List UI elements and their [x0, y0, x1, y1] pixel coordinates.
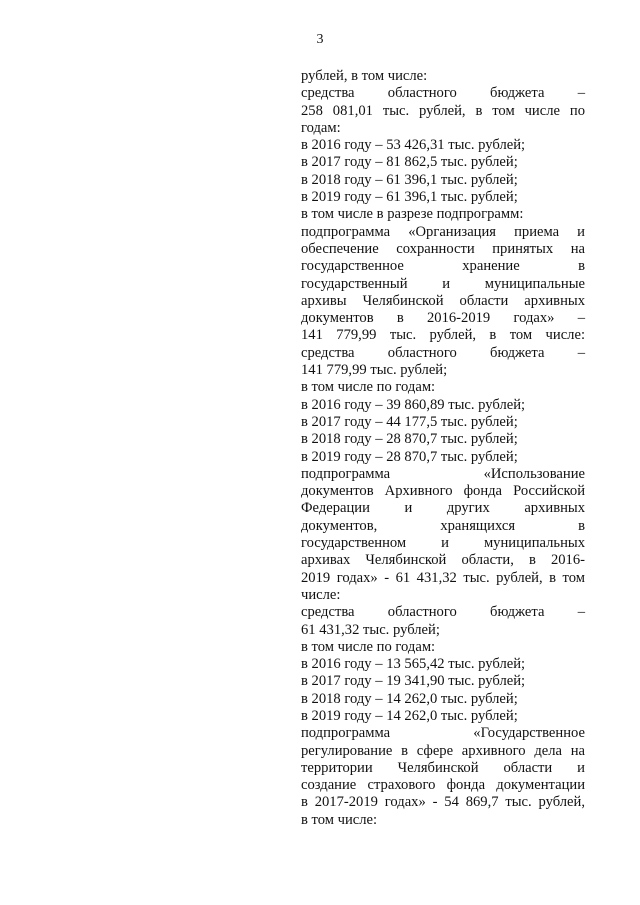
text-line: создание страхового фонда документации: [301, 777, 585, 794]
text-line: в 2019 году – 14 262,0 тыс. рублей;: [301, 707, 518, 724]
text-line: подпрограмма «Государственное: [301, 725, 585, 742]
text-line: в 2018 году – 61 396,1 тыс. рублей;: [301, 171, 518, 188]
text-line: документов в 2016-2019 годах» –: [301, 310, 585, 327]
text-line: средства областного бюджета –: [301, 85, 585, 102]
text-line: регулирование в сфере архивного дела на: [301, 742, 585, 759]
text-line: числе:: [301, 586, 341, 603]
text-line: в 2018 году – 14 262,0 тыс. рублей;: [301, 690, 518, 707]
text-line: годам:: [301, 119, 341, 136]
text-line: в 2017-2019 годах» - 54 869,7 тыс. рублей,: [301, 794, 585, 811]
text-line: государственное хранение в: [301, 258, 585, 275]
text-line: в том числе по годам:: [301, 638, 436, 655]
text-line: в 2016 году – 39 860,89 тыс. рублей;: [301, 396, 526, 413]
document-text: [301, 68, 585, 829]
text-line: в 2019 году – 61 396,1 тыс. рублей;: [301, 189, 518, 206]
text-line: подпрограмма «Использование: [301, 465, 585, 482]
text-line: обеспечение сохранности принятых на: [301, 240, 585, 257]
text-line: в 2016 году – 53 426,31 тыс. рублей;: [301, 137, 526, 154]
text-line: в 2018 году – 28 870,7 тыс. рублей;: [301, 431, 518, 448]
text-line: Федерации и других архивных: [301, 500, 585, 517]
text-line: в 2017 году – 81 862,5 тыс. рублей;: [301, 154, 518, 171]
text-line: в том числе:: [301, 811, 378, 828]
page-number: 3: [316, 32, 324, 47]
text-line: документов Архивного фонда Российской: [301, 483, 585, 500]
text-line: в том числе в разрезе подпрограмм:: [301, 206, 524, 223]
text-line: 2019 годах» - 61 431,32 тыс. рублей, в том: [301, 569, 585, 586]
text-line: средства областного бюджета –: [301, 604, 585, 621]
text-line: государственный и муниципальные: [301, 275, 585, 292]
text-line: в 2017 году – 19 341,90 тыс. рублей;: [301, 673, 526, 690]
text-line: в 2017 году – 44 177,5 тыс. рублей;: [301, 413, 518, 430]
text-line: подпрограмма «Организация приема и: [301, 223, 585, 240]
text-line: 141 779,99 тыс. рублей, в том числе:: [301, 327, 585, 344]
text-line: рублей, в том числе:: [301, 68, 428, 84]
text-line: в 2019 году – 28 870,7 тыс. рублей;: [301, 448, 518, 465]
text-line: средства областного бюджета –: [301, 344, 585, 361]
text-line: в том числе по годам:: [301, 379, 436, 396]
text-line: 258 081,01 тыс. рублей, в том числе по: [301, 102, 585, 119]
text-line: в 2016 году – 13 565,42 тыс. рублей;: [301, 656, 526, 673]
text-line: архивы Челябинской области архивных: [301, 292, 585, 309]
text-line: государственном и муниципальных: [301, 535, 585, 552]
text-line: 61 431,32 тыс. рублей;: [301, 621, 440, 638]
text-line: архивах Челябинской области, в 2016-: [301, 552, 585, 569]
text-line: территории Челябинской области и: [301, 759, 585, 776]
text-line: 141 779,99 тыс. рублей;: [301, 362, 448, 379]
text-line: документов, хранящихся в: [301, 517, 585, 534]
